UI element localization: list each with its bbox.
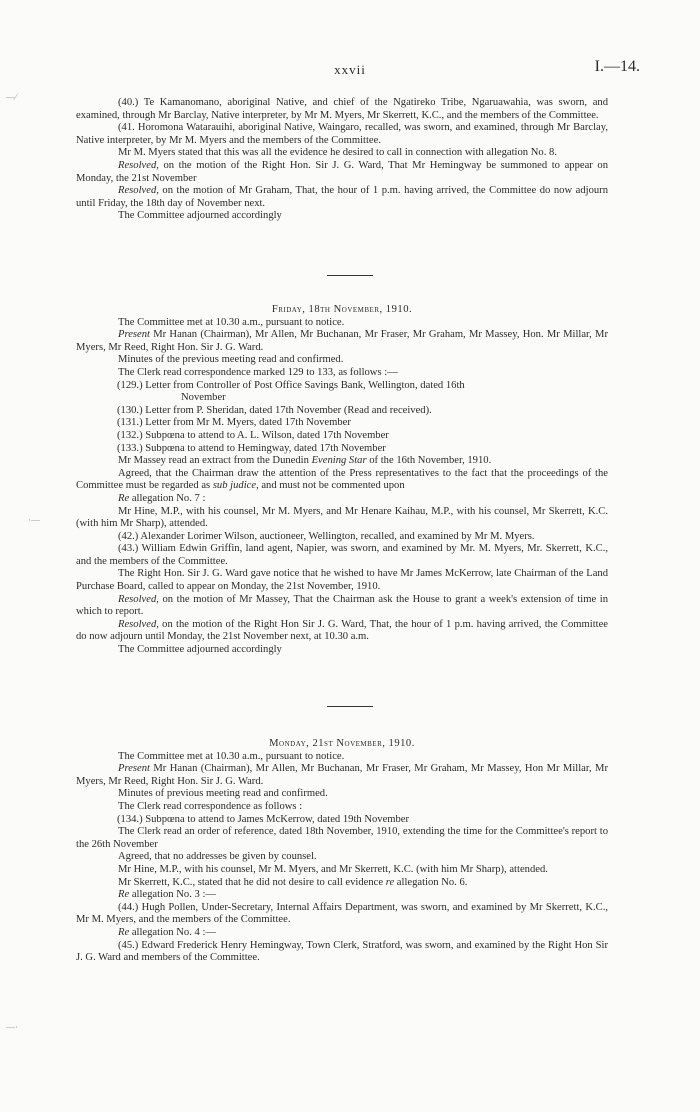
paragraph: The Clerk read an order of reference, dated 18th November, 1910, extending the time for the Committee's report to the 26th November <box>76 826 608 850</box>
correspondence-item: (133.) Subpœna to attend to Hemingway, dated 17th November <box>117 442 386 454</box>
paragraph: Mr Hine, M.P., with his counsel, Mr M. Myers, and Mr Skerrett, K.C. (with him Mr Sharp), attended. <box>118 863 548 875</box>
latin-term: sub judice <box>212 480 257 492</box>
paragraph <box>76 619 608 644</box>
paragraph <box>76 455 608 468</box>
paragraph-text: on the motion of Mr Graham, That, the hour of 1 p.m. having arrived, the Committee do now adjourn until Friday, the 18th day of November next. <box>76 185 608 209</box>
paragraph <box>76 877 608 890</box>
present-paragraph <box>76 763 608 788</box>
paragraph: The Committee met at 10.30 a.m., pursuant to notice. <box>118 750 345 762</box>
correspondence-item: (129.) Letter from Controller of Post Office Savings Bank, Wellington, dated 16th <box>117 379 465 391</box>
paragraph: Mr Hine, M.P., with his counsel, Mr M. Myers, and Mr Henare Kaihau, M.P., with his counsel, Mr Skerrett, K.C. (with him Mr Sharp), attended. <box>76 505 608 530</box>
resolved-label: Resolved, <box>118 159 159 171</box>
paragraph-text: allegation No. 3 :— <box>129 889 216 901</box>
paragraph-text: of the 16th November, 1910. <box>366 455 492 467</box>
paragraph: The Clerk read correspondence as follows : <box>118 800 303 812</box>
section-divider <box>327 706 373 707</box>
paragraph: (45.) Edward Frederick Henry Hemingway, Town Clerk, Stratford, was sworn, and examined by the Right Hon Sir J. G. Ward and members of the Committee. <box>76 939 608 964</box>
present-label: Present <box>118 763 150 775</box>
paragraph <box>76 160 608 185</box>
page-number-roman: xxvii <box>334 62 366 77</box>
section-monday-21-november <box>76 738 608 965</box>
margin-mark-icon: ·— <box>28 515 40 525</box>
correspondence-item: (134.) Subpœna to attend to James McKerrow, dated 19th November <box>117 813 410 825</box>
section-date-heading: Monday, 21st November, 1910. <box>269 738 415 749</box>
paragraph <box>76 185 608 210</box>
paragraph: Agreed, that no addresses be given by counsel. <box>118 851 317 863</box>
paragraph-text: on the motion of Mr Massey, That the Chairman ask the House to grant a week's extension of time in which to report. <box>76 593 608 618</box>
allegation-heading <box>76 889 608 902</box>
paragraph-text: allegation No. 7 : <box>129 492 206 504</box>
paragraph-text: Mr Skerrett, K.C., stated that he did not desire to call evidence <box>118 876 386 888</box>
allegation-heading <box>76 927 608 940</box>
correspondence-item-continuation: November <box>181 392 226 404</box>
correspondence-item: (131.) Letter from Mr M. Myers, dated 17th November <box>117 417 351 429</box>
paragraph-text: on the motion of the Right Hon Sir J. G. Ward, That, the hour of 1 p.m. having arrived, the Committee do now adjourn until Monday, the 21st November next, at 10.30 a.m. <box>76 618 608 643</box>
paragraph: Mr M. Myers stated that this was all the evidence he desired to call in connection with allegation No. 8. <box>118 147 557 159</box>
paragraph: (42.) Alexander Lorimer Wilson, auctioneer, Wellington, recalled, and examined by Mr M. Myers. <box>118 530 535 542</box>
margin-mark-icon: —⁄ <box>6 92 17 102</box>
paragraph: (40.) Te Kamanomano, aboriginal Native, and chief of the Ngatireko Tribe, Ngaruawahia, was sworn, and examined, through Mr Barclay, Native interpreter, by Mr M. Myers, Mr Skerrett, K.C., and the members of the Committee. <box>76 97 608 121</box>
re-label: Re <box>118 926 130 938</box>
present-label: Present <box>118 329 150 341</box>
correspondence-item: (130.) Letter from P. Sheridan, dated 17th November (Read and received). <box>117 404 432 416</box>
allegation-heading <box>76 493 608 506</box>
paragraph: The Right Hon. Sir J. G. Ward gave notice that he wished to have Mr James McKerrow, late Chairman of the Land Purchase Board, called to appear on Monday, the 21st November, 1910. <box>76 568 608 593</box>
re-label: re <box>385 876 395 888</box>
re-label: Re <box>118 889 130 901</box>
paragraph-text: allegation No. 4 :— <box>129 926 216 938</box>
paragraph-text: on the motion of the Right Hon. Sir J. G. Ward, That Mr Hemingway be summoned to appear on Monday, the 21st November <box>76 159 608 184</box>
resolved-label: Resolved, <box>118 618 159 630</box>
resolved-label: Resolved, <box>118 593 159 605</box>
re-label: Re <box>118 492 130 504</box>
margin-mark-icon: —· <box>6 1022 18 1032</box>
resolved-label: Resolved, <box>118 185 159 197</box>
paragraph: (43.) William Edwin Griffin, land agent, Napier, was sworn, and examined by Mr. M. Myers, Mr. Skerrett, K.C., and the members of the Committee. <box>76 543 608 567</box>
section-divider <box>327 275 373 276</box>
paragraph-text: Mr Hanan (Chairman), Mr Allen, Mr Buchanan, Mr Fraser, Mr Graham, Mr Massey, Hon. Mr Millar, Mr Myers, Mr Reed, Right Hon. Sir J. G. Ward. <box>76 329 608 353</box>
paragraph: The Committee adjourned accordingly <box>118 210 282 222</box>
page-reference: I.—14. <box>594 58 640 75</box>
paragraph-text: Mr Massey read an extract from the Dunedin <box>118 455 312 467</box>
paragraph: The Committee met at 10.30 a.m., pursuant to notice. <box>118 316 345 328</box>
paragraph-text: Agreed, that the Chairman draw the attention of the Press representatives to the fact that the proceedings of the Committee must be regarded as <box>76 467 608 492</box>
paragraph-text: allegation No. 6. <box>394 876 468 888</box>
paragraph: (44.) Hugh Pollen, Under-Secretary, Internal Affairs Department, was sworn, and examined by Mr Skerrett, K.C., Mr M. Myers, and the members of the Committee. <box>76 901 608 926</box>
paragraph <box>76 468 608 493</box>
section-date-heading: Friday, 18th November, 1910. <box>271 304 413 315</box>
paragraph: The Clerk read correspondence marked 129 to 133, as follows :— <box>118 366 398 378</box>
section-continuation <box>76 97 608 223</box>
paragraph-text: Mr Hanan (Chairman), Mr Allen, Mr Buchanan, Mr Fraser, Mr Graham, Mr Massey, Hon Mr Millar, Mr Myers, Mr Reed, Right Hon. Sir J. G. Ward. <box>76 763 608 787</box>
present-paragraph <box>76 329 608 354</box>
paragraph: Minutes of the previous meeting read and confirmed. <box>118 354 344 366</box>
paragraph <box>76 594 608 619</box>
paragraph: The Committee adjourned accordingly <box>118 644 282 656</box>
newspaper-title: Evening Star <box>311 455 367 467</box>
paragraph-text: , and must not be commented upon <box>256 480 405 492</box>
paragraph: Minutes of previous meeting read and confirmed. <box>118 788 328 800</box>
paragraph: (41. Horomona Watarauihi, aboriginal Native, Waingaro, recalled, was sworn, and examined, through Mr Barclay, Native interpreter, by Mr M. Myers and the members of the Committee. <box>76 122 608 146</box>
correspondence-item: (132.) Subpœna to attend to A. L. Wilson, dated 17th November <box>117 429 389 441</box>
section-friday-18-november <box>76 304 608 657</box>
